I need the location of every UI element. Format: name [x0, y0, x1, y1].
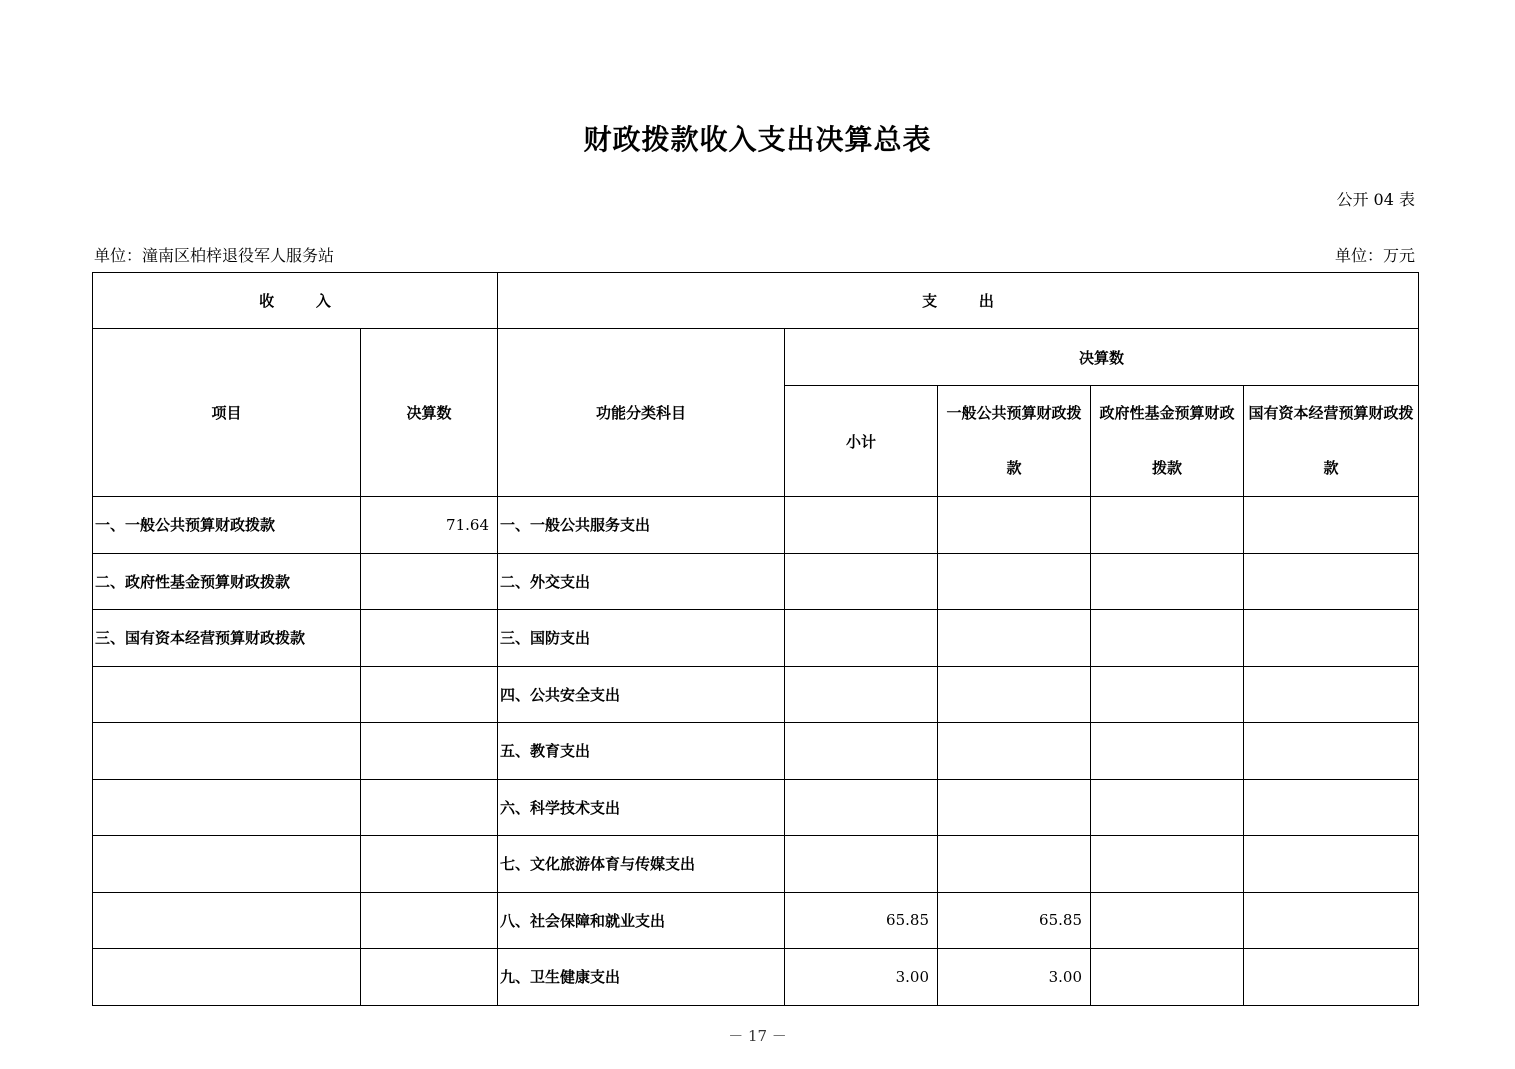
form-number: 公开 04 表 — [1336, 190, 1415, 209]
income-item — [93, 723, 361, 780]
income-item: 三、国有资本经营预算财政拨款 — [93, 610, 361, 667]
general-cell — [938, 610, 1091, 667]
general-cell — [938, 497, 1091, 554]
currency-unit: 单位：万元 — [1334, 246, 1415, 265]
income-amount — [361, 779, 498, 836]
general-cell — [938, 779, 1091, 836]
function-item: 六、科学技术支出 — [498, 779, 785, 836]
budget-table — [92, 272, 1419, 1006]
page-title: 财政拨款收入支出决算总表 — [583, 123, 932, 156]
amount-header: 决算数 — [361, 329, 498, 497]
income-amount — [361, 723, 498, 780]
income-item — [93, 949, 361, 1006]
function-item: 三、国防支出 — [498, 610, 785, 667]
subtotal-cell — [785, 610, 938, 667]
table-row — [93, 610, 1419, 667]
income-header-label: 收 入 — [259, 292, 331, 310]
general-cell — [938, 723, 1091, 780]
state-capital-cell — [1244, 723, 1419, 780]
subtotal-cell — [785, 497, 938, 554]
table-row — [93, 723, 1419, 780]
subtotal-cell — [785, 723, 938, 780]
general-cell: 3.00 — [938, 949, 1091, 1006]
general-cell — [938, 666, 1091, 723]
gov-fund-header: 政府性基金预算财政拨款 — [1091, 386, 1244, 497]
state-capital-cell — [1244, 836, 1419, 893]
gov-fund-cell — [1091, 666, 1244, 723]
expense-header — [498, 273, 1419, 329]
unit-name: 单位：潼南区柏梓退役军人服务站 — [94, 246, 335, 265]
income-amount — [361, 836, 498, 893]
table-row — [93, 666, 1419, 723]
income-item — [93, 892, 361, 949]
state-capital-cell — [1244, 553, 1419, 610]
subtotal-cell — [785, 666, 938, 723]
function-header: 功能分类科目 — [498, 329, 785, 497]
table-row — [93, 949, 1419, 1006]
subtotal-cell — [785, 553, 938, 610]
state-capital-header: 国有资本经营预算财政拨款 — [1244, 386, 1419, 497]
income-amount: 71.64 — [361, 497, 498, 554]
income-item — [93, 779, 361, 836]
page-number: － 17 － — [728, 1027, 787, 1045]
expense-header-label: 支 出 — [922, 292, 994, 310]
general-cell — [938, 553, 1091, 610]
table-row — [93, 892, 1419, 949]
income-header — [93, 273, 498, 329]
function-item: 八、社会保障和就业支出 — [498, 892, 785, 949]
income-item: 一、一般公共预算财政拨款 — [93, 497, 361, 554]
income-amount — [361, 553, 498, 610]
subtotal-cell — [785, 779, 938, 836]
subtotal-cell: 65.85 — [785, 892, 938, 949]
state-capital-cell — [1244, 666, 1419, 723]
state-capital-cell — [1244, 497, 1419, 554]
gov-fund-cell — [1091, 723, 1244, 780]
subtotal-cell: 3.00 — [785, 949, 938, 1006]
function-item: 七、文化旅游体育与传媒支出 — [498, 836, 785, 893]
state-capital-cell — [1244, 892, 1419, 949]
item-header: 项目 — [93, 329, 361, 497]
table-row — [93, 497, 1419, 554]
income-item — [93, 836, 361, 893]
income-amount — [361, 949, 498, 1006]
function-item: 一、一般公共服务支出 — [498, 497, 785, 554]
table-row — [93, 779, 1419, 836]
general-cell — [938, 836, 1091, 893]
function-item: 五、教育支出 — [498, 723, 785, 780]
state-capital-cell — [1244, 610, 1419, 667]
function-item: 二、外交支出 — [498, 553, 785, 610]
subtotal-header: 小计 — [785, 386, 938, 497]
income-amount — [361, 892, 498, 949]
gov-fund-cell — [1091, 836, 1244, 893]
income-item: 二、政府性基金预算财政拨款 — [93, 553, 361, 610]
state-capital-cell — [1244, 779, 1419, 836]
general-cell: 65.85 — [938, 892, 1091, 949]
subtotal-cell — [785, 836, 938, 893]
gov-fund-cell — [1091, 892, 1244, 949]
table-row — [93, 836, 1419, 893]
income-amount — [361, 610, 498, 667]
income-amount — [361, 666, 498, 723]
function-item: 四、公共安全支出 — [498, 666, 785, 723]
income-item — [93, 666, 361, 723]
gov-fund-cell — [1091, 553, 1244, 610]
gov-fund-cell — [1091, 497, 1244, 554]
general-budget-header: 一般公共预算财政拨款 — [938, 386, 1091, 497]
final-amount-header: 决算数 — [785, 329, 1419, 386]
table-row — [93, 553, 1419, 610]
gov-fund-cell — [1091, 949, 1244, 1006]
gov-fund-cell — [1091, 610, 1244, 667]
state-capital-cell — [1244, 949, 1419, 1006]
gov-fund-cell — [1091, 779, 1244, 836]
function-item: 九、卫生健康支出 — [498, 949, 785, 1006]
